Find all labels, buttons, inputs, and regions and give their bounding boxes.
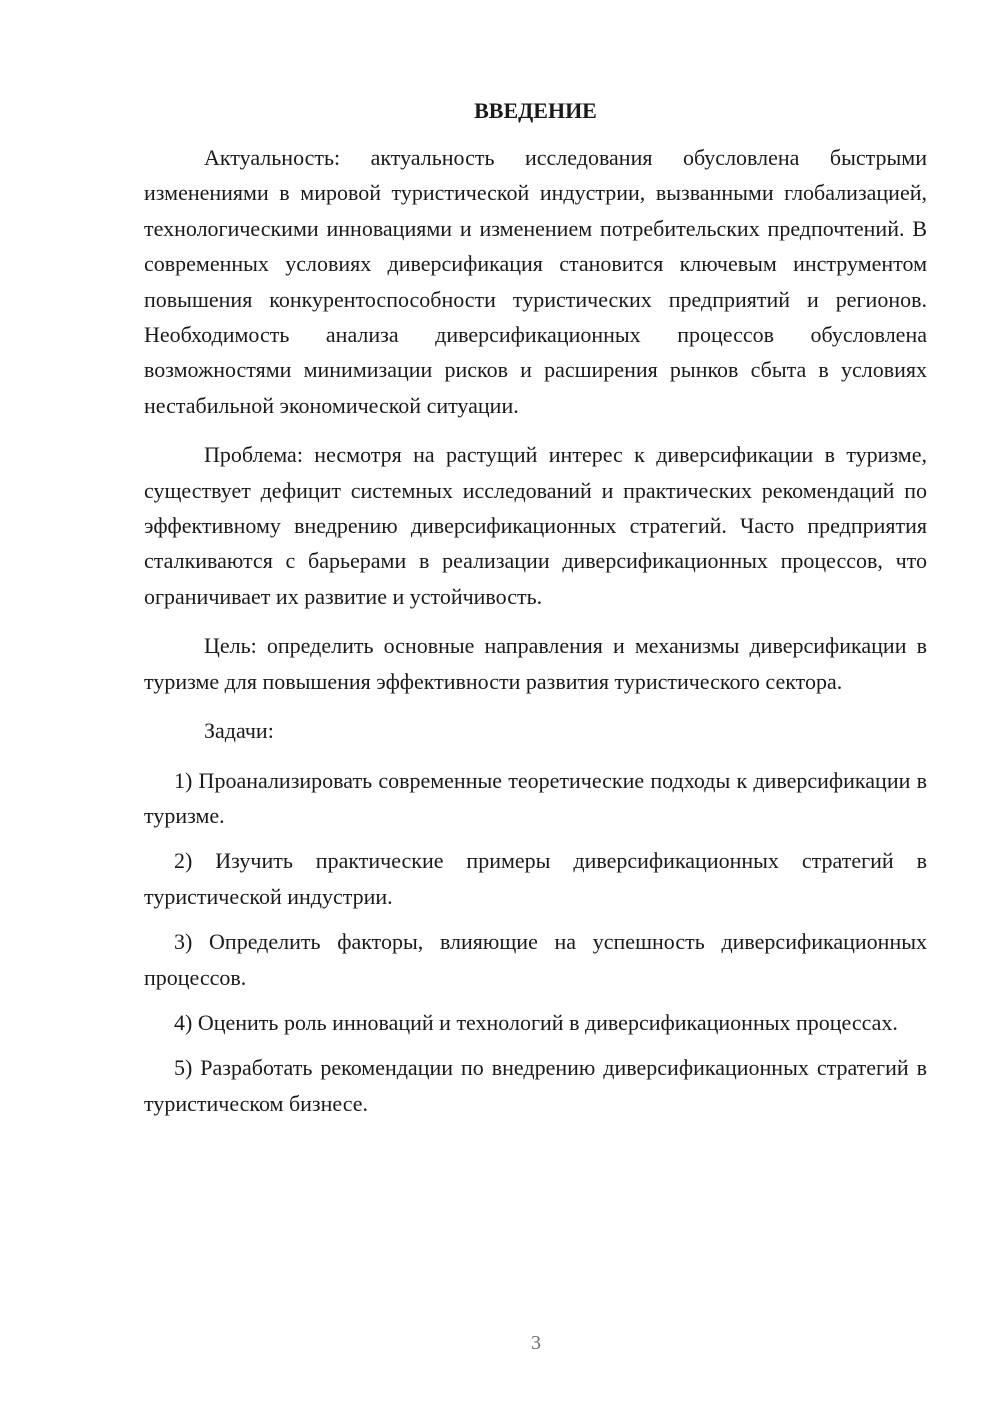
task-item-1: 1) Проанализировать современные теоретические подходы к диверсификации в туризме. bbox=[144, 767, 927, 828]
tasks-label: Задачи: bbox=[204, 718, 274, 744]
task-item-5: 5) Разработать рекомендации по внедрению диверсификационных стратегий в туристическом бизнесе. bbox=[144, 1055, 927, 1116]
paragraph-problem: Проблема: несмотря на растущий интерес к диверсификации в туризме, существует дефицит системных исследований и практических рекомендаций по эффективному внедрению диверсификационных стратегий. Часто предприятия сталкиваются с барьерами в реализации диверсификационных процессов, что ограничивает их развитие и устойчивость. bbox=[144, 442, 927, 609]
task-item-2: 2) Изучить практические примеры диверсификационных стратегий в туристической индустрии. bbox=[144, 848, 927, 909]
task-item-4: 4) Оценить роль инноваций и технологий в диверсификационных процессах. bbox=[174, 1009, 898, 1035]
section-title: ВВЕДЕНИЕ bbox=[474, 98, 597, 123]
paragraph-goal: Цель: определить основные направления и механизмы диверсификации в туризме для повышения эффективности развития туристического сектора. bbox=[144, 633, 927, 694]
paragraph-relevance: Актуальность: актуальность исследования обусловлена быстрыми изменениями в мировой туристической индустрии, вызванными глобализацией, технологическими инновациями и изменением потребительских предпочтений. В современных условиях диверсификация становится ключевым инструментом повышения конкурентоспособности туристических предприятий и регионов. Необходимость анализа диверсификационных процессов обусловлена возможностями минимизации рисков и расширения рынков сбыта в условиях нестабильной экономической ситуации. bbox=[144, 145, 927, 418]
page-number: 3 bbox=[531, 1332, 541, 1354]
task-item-3: 3) Определить факторы, влияющие на успешность диверсификационных процессов. bbox=[144, 929, 927, 990]
page-content bbox=[144, 96, 927, 1131]
